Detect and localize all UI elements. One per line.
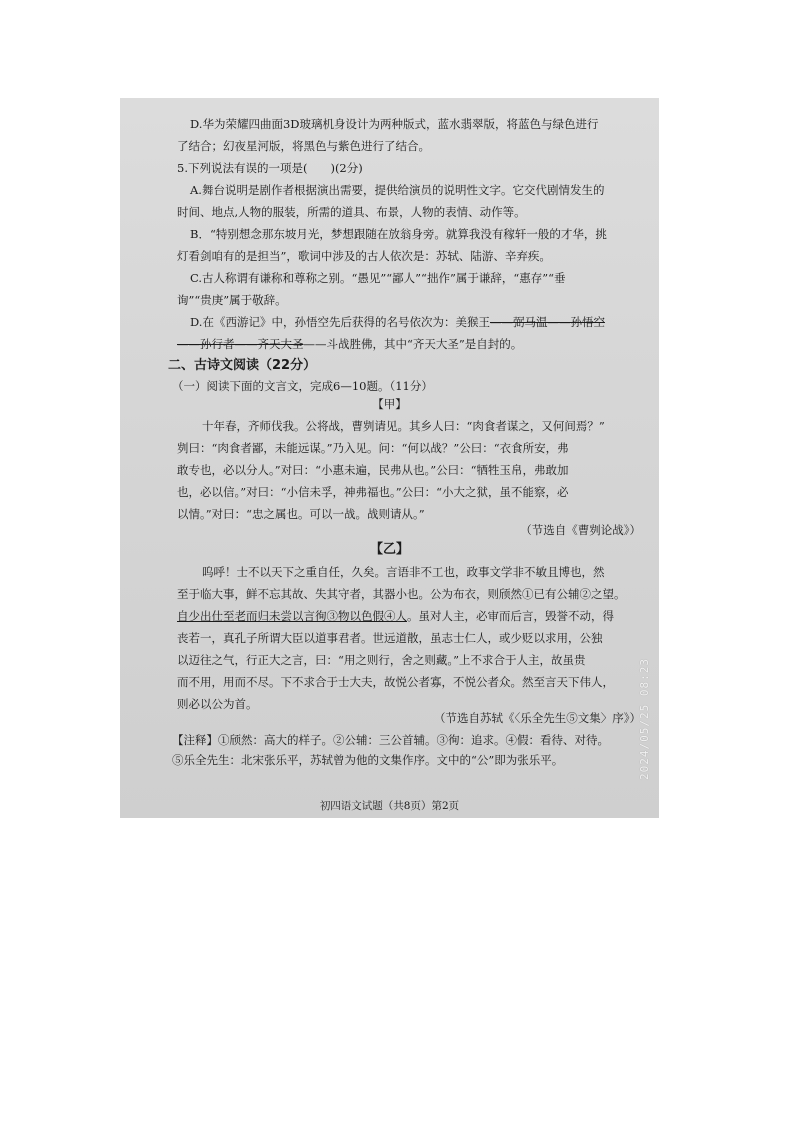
- q5-option-a-line2: 时间、地点,人物的服装，所需的道具、布景，人物的表情、动作等。: [177, 205, 526, 219]
- q5-option-c-line1: C.古人称谓有谦称和尊称之别。“愚见”“鄙人”“拙作”属于谦辞，“惠存”“垂: [190, 271, 566, 285]
- subsection-title: （一）阅读下面的文言文，完成6—10题。（11分）: [172, 379, 433, 393]
- yi-line-2: 至于临大事，鲜不忘其故、失其守者，其器小也。公为布衣，则颀然①已有公辅②之望。: [177, 587, 626, 601]
- q5-option-d-line2: [177, 336, 522, 352]
- yi-label: 【乙】: [369, 542, 409, 557]
- q4-option-d-line2: 了结合；幻夜星河版，将黑色与紫色进行了结合。: [177, 139, 430, 153]
- jia-source: （节选自《曹刿论战》）: [520, 523, 641, 537]
- q5-option-d-line2-b: ——斗战胜佛，其中“齐天大圣”是自封的。: [303, 337, 523, 351]
- yi-line-1: 呜呼！士不以天下之重自任，久矣。言语非不工也，政事文学非不敏且博也，然: [202, 565, 605, 579]
- yi-line-3-rest: 。虽对人主，必审而后言，毁誉不动，得: [407, 609, 614, 623]
- jia-line-4: 也，必以信。”对曰：“小信未孚，神弗福也。”公曰：“小大之狱，虽不能察，必: [177, 485, 569, 499]
- yi-line-6: 而不用，用而不尽。下不求合于士大夫，故悦公者寡，不悦公者众。然至言天下伟人，: [177, 675, 614, 689]
- q5-option-c-line2: 询”“贵庚”属于敬辞。: [177, 293, 287, 307]
- notes-line-2: ⑤乐全先生：北宋张乐平，苏轼曾为他的文集作序。文中的“公”即为张乐平。: [172, 753, 564, 767]
- q5-option-d-line2-a: ——孙行者——齐天大圣: [177, 337, 304, 351]
- section-title: 二、古诗文阅读（22分）: [168, 358, 317, 373]
- jia-line-1: 十年春，齐师伐我。公将战，曹刿请见。其乡人曰：“肉食者谋之，又何间焉？”: [202, 419, 605, 433]
- photo-timestamp: 2024/05/25 08:23: [638, 658, 651, 780]
- notes-line-1: 【注释】①颀然：高大的样子。②公辅：三公首辅。③徇：追求。④假：看待、对待。: [172, 733, 609, 747]
- q5-option-b-line1: B．“特别想念那东坡月光，梦想跟随在放翁身旁。就算我没有稼轩一般的才华，挑: [190, 227, 607, 241]
- yi-line-4: 丧若一，真孔子所谓大臣以道事君者。世远道散，虽志士仁人，或少贬以求用，公独: [177, 631, 603, 645]
- yi-line-3: [177, 608, 614, 624]
- exam-page-photo: [120, 98, 659, 818]
- yi-source: （节选自苏轼《〈乐全先生⑤文集〉序》）: [434, 711, 641, 725]
- yi-line-7: 则必以公为首。: [177, 697, 258, 711]
- q5-option-d-line1: [190, 314, 605, 330]
- page-footer: 初四语文试题（共8页）第2页: [319, 800, 460, 812]
- yi-line-5: 以迈往之气，行正大之言，曰：“用之则行，舍之则藏。”上不求合于人主，故虽贵: [177, 653, 586, 667]
- jia-label: 【甲】: [372, 397, 407, 411]
- jia-line-5: 以情。”对曰：“忠之属也。可以一战。战则请从。”: [177, 507, 425, 521]
- q4-option-d-line1: D.华为荣耀四曲面3D玻璃机身设计为两种版式，蓝水翡翠版，将蓝色与绿色进行: [190, 117, 599, 131]
- yi-underlined-sentence: 自少出仕至老而归未尝以言徇③物以色假④人: [177, 609, 407, 623]
- jia-line-2: 刿曰：“肉食者鄙，未能远谋。”乃入见。问：“何以战？”公曰：“衣食所安，弗: [177, 441, 569, 455]
- q5-option-d-line1-b: ——弼马温——孙悟空: [489, 315, 605, 329]
- jia-line-3: 敢专也，必以分人。”对曰：“小惠未遍，民弗从也。”公曰：“牺牲玉帛，弗敢加: [177, 463, 569, 477]
- q5-option-b-line2: 灯看剑咱有的是担当”，歌词中涉及的古人依次是：苏轼、陆游、辛弃疾。: [177, 249, 551, 263]
- q5-stem: 5.下列说法有误的一项是( )(2分): [177, 161, 363, 175]
- q5-option-a-line1: A.舞台说明是剧作者根据演出需要，提供给演员的说明性文字。它交代剧情发生的: [190, 183, 605, 197]
- q5-option-d-line1-a: D.在《西游记》中，孙悟空先后获得的名号依次为：美猴王: [190, 315, 490, 329]
